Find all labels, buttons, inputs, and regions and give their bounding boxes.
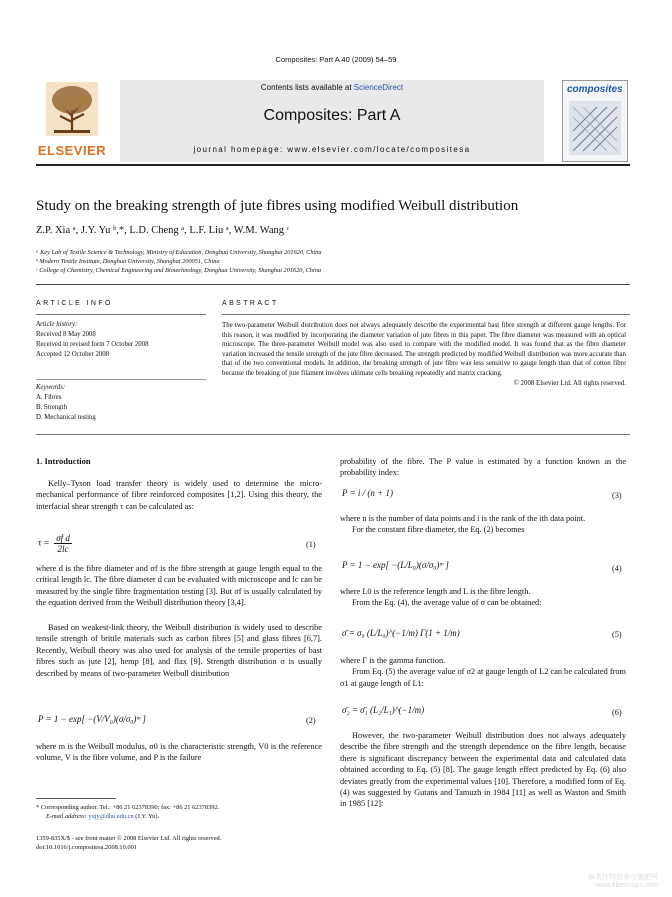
right-column-para-1 bbox=[340, 456, 626, 479]
history-label: Article history: bbox=[36, 321, 78, 328]
equation-6-number: (6) bbox=[612, 708, 622, 717]
copyright-notice: © 2008 Elsevier Ltd. All rights reserved. bbox=[513, 379, 626, 387]
journal-header bbox=[120, 80, 544, 162]
affiliation-c: ᶜ College of Chemistry, Chemical Engineering and Biotechnology, Donghua University, Shanghai 201620, China bbox=[36, 267, 321, 274]
paragraph: where d is the fibre diameter and σf is the fibre strength at gauge length equal to the critical length lc. The fibre diameter d can be evaluated with microscope and lc can be measured by the single fibre fragmentation testing [3]. But σf is usually calculated by the equation derived from the Weibull distribution theory [3,4]. bbox=[36, 564, 322, 608]
equation-1-denominator: 2lc bbox=[57, 544, 69, 554]
equation-5: σ̄ = σ₀ (L/L₀)^(−1/m) Γ(1 + 1/m) bbox=[342, 628, 460, 638]
paragraph: where m is the Weibull modulus, σ0 is the characteristic strength, V0 is the reference volume, V is the fibre volume, and P is the failure bbox=[36, 742, 322, 763]
doi-line[interactable]: doi:10.1016/j.compositesa.2008.10.001 bbox=[36, 844, 138, 851]
article-info-heading: ARTICLE INFO bbox=[36, 300, 113, 307]
equation-4-number: (4) bbox=[612, 564, 622, 573]
paragraph: However, the two-parameter Weibull distribution does not always adequately describe the fibre strength and the strength dependence on the fibre length, because there is significant discrepancy between the experimental data and calculated data obtained according to Eq. (5) [8]. The gauge length effect predicted by Eq. (6) also deviates greatly from the experimental values [10]. Therefore, a modified form of Eq. (4) was suggested by Gutans and Tamuzh in 1984 [11] as well as Waston and Smith in 1985 [12]: bbox=[340, 731, 626, 809]
equation-1 bbox=[38, 533, 72, 554]
equation-3-number: (3) bbox=[612, 491, 622, 500]
keyword-item: A. Fibres bbox=[36, 394, 62, 401]
sciencedirect-link[interactable]: ScienceDirect bbox=[353, 83, 404, 92]
contents-prefix: Contents lists available at bbox=[260, 83, 354, 92]
abstract-heading: ABSTRACT bbox=[222, 300, 279, 307]
watermark-line-1: 麻类作物营养与施肥网 bbox=[588, 874, 658, 881]
email-line bbox=[46, 813, 159, 820]
equation-1-number: (1) bbox=[306, 540, 316, 549]
footnote-rule bbox=[36, 798, 116, 799]
contents-line bbox=[120, 83, 544, 92]
paragraph: where Γ is the gamma function. bbox=[340, 656, 446, 665]
section-heading-introduction: 1. Introduction bbox=[36, 456, 91, 466]
equation-1-lhs: τ = bbox=[38, 537, 49, 548]
equation-2-number: (2) bbox=[306, 716, 316, 725]
journal-homepage[interactable]: journal homepage: www.elsevier.com/locate/compositesa bbox=[193, 145, 471, 154]
issn-line: 1359-835X/$ - see front matter © 2008 Elsevier Ltd. All rights reserved. bbox=[36, 835, 222, 842]
equation-2: P = 1 − exp[ −(V/V₀)(σ/σ₀)ᵐ ] bbox=[38, 714, 146, 724]
keyword-item: B. Strength bbox=[36, 404, 67, 411]
paragraph: For the constant fibre diameter, the Eq. (2) becomes bbox=[352, 525, 525, 535]
paragraph: probability of the fibre. The P value is estimated by a function known as the probability index: bbox=[340, 457, 626, 478]
affiliation-a: ᵃ Key Lab of Textile Science & Technology, Ministry of Education, Donghua University, Shanghai 201620, China bbox=[36, 249, 322, 256]
left-column-para-4 bbox=[36, 741, 322, 764]
left-column-para-3 bbox=[36, 622, 322, 679]
section-rule bbox=[36, 284, 630, 285]
cover-image-icon bbox=[569, 101, 621, 155]
right-column-para-3 bbox=[340, 586, 626, 609]
authors: Z.P. Xia ᵃ, J.Y. Yu ᵇ,*, L.D. Cheng ᵃ, L.F. Liu ᵃ, W.M. Wang ᶜ bbox=[36, 225, 290, 236]
history-received: Received 8 May 2008 bbox=[36, 331, 96, 338]
equation-1-numerator: σf d bbox=[56, 533, 70, 543]
elsevier-tree-icon bbox=[46, 82, 98, 136]
left-column-para-2 bbox=[36, 563, 322, 609]
keywords-rule bbox=[36, 379, 206, 380]
paragraph: where n is the number of data points and i is the rank of the ith data point. bbox=[340, 514, 586, 523]
cover-title: composites bbox=[567, 84, 623, 95]
equation-5-number: (5) bbox=[612, 630, 622, 639]
email-label: E-mail address: bbox=[46, 813, 89, 820]
paragraph: Based on weakest-link theory, the Weibull distribution is widely used to describe tensile strength of brittle materials such as carbon fibres [5] and glass fibres [6,7]. Recently, Weibull theory was also used for analysis of the tensile properties of bast fibres such as jute [2], hemp [8], and flax [9]. Strength distribution σ is usually described by means of two-parameter Weibull distribution bbox=[36, 623, 322, 678]
equation-3: P = i / (n + 1) bbox=[342, 488, 393, 498]
header-rule bbox=[36, 164, 630, 166]
abstract-body: The two-parameter Weibull distribution does not always adequately describe the experimental bast fibre strength at different gauge lengths. For this reason, it was modified by incorporating the diameter variation of jute fibres in this paper. The fibre diameter was measured with an optical microscope. The three-parameter Weibull model was also used to compare with the modified model. It was found that as the fibre diameter variation increased the tensile strength of the jute fibre decreased. The strength predicted by modified Weibull distribution was more accurate than that of the two conventional models. In addition, the breaking strength of jute fibre was less sensitive to gauge length than that of cotton fibre because the breaking of jute filament involves ultimate cells breaking repeatedly and matrix cracking. bbox=[222, 322, 626, 377]
journal-reference: Composites: Part A 40 (2009) 54–59 bbox=[275, 55, 397, 64]
abstract-text bbox=[222, 321, 626, 388]
history-accepted: Accepted 12 October 2008 bbox=[36, 351, 110, 358]
publisher-name: ELSEVIER bbox=[37, 143, 107, 158]
paragraph: From Eq. (5) the average value of σ2 at gauge length of L2 can be calculated from σ1 at gauge length of L1: bbox=[340, 667, 626, 688]
email-suffix: (J.Y. Yu). bbox=[133, 813, 160, 820]
journal-title: Composites: Part A bbox=[263, 107, 401, 124]
right-column-para-5 bbox=[340, 730, 626, 810]
elsevier-logo[interactable] bbox=[36, 80, 108, 160]
article-title: Study on the breaking strength of jute fibres using modified Weibull distribution bbox=[36, 198, 519, 214]
equation-6: σ̄₂ = σ̄₁ (L₂/L₁)^(−1/m) bbox=[342, 705, 425, 715]
abstract-rule bbox=[222, 314, 630, 315]
affiliation-b: ᵇ Modern Textile Institute, Donghua University, Shanghai 200051, China bbox=[36, 258, 220, 265]
watermark-line-2: www.fibercrops.com bbox=[595, 882, 658, 889]
keyword-item: D. Mechanical testing bbox=[36, 414, 96, 421]
paragraph: where L0 is the reference length and L is the fibre length. bbox=[340, 587, 531, 596]
corresponding-author-note: * Corresponding author. Tel.: +86 21 62378390; fax: +86 21 62378392. bbox=[36, 804, 220, 811]
left-column-para-1 bbox=[36, 478, 322, 512]
history-revised: Received in revised form 7 October 2008 bbox=[36, 341, 149, 348]
article-info-rule bbox=[36, 314, 206, 315]
watermark bbox=[588, 872, 658, 889]
body-rule bbox=[36, 434, 630, 435]
paragraph: Kelly–Tyson load transfer theory is widely used to determine the micro-mechanical performance of fibre reinforced composites [1,2]. Using this theory, the interfacial shear strength τ can be calculated as: bbox=[36, 479, 322, 511]
email-link[interactable]: yujy@dhu.edu.cn bbox=[88, 813, 134, 820]
journal-cover[interactable] bbox=[562, 80, 628, 162]
paragraph: From the Eq. (4), the average value of σ can be obtained: bbox=[352, 598, 542, 608]
equation-4: P = 1 − exp[ −(L/L₀)(σ/σ₀)ᵐ ] bbox=[342, 560, 449, 570]
right-column-para-4 bbox=[340, 655, 626, 689]
keywords-label: Keywords: bbox=[36, 384, 66, 391]
right-column-para-2 bbox=[340, 513, 626, 536]
